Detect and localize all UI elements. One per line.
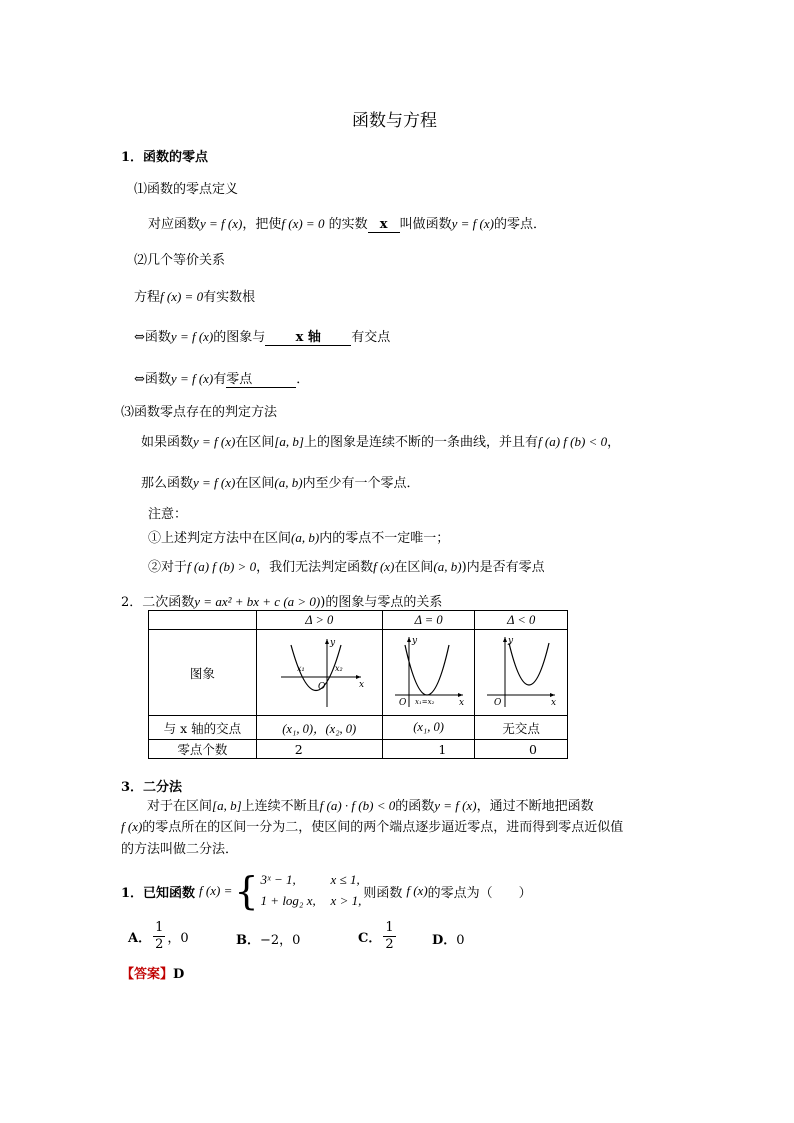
svg-text:O: O xyxy=(398,698,406,708)
intersection-no-root: 无交点 xyxy=(475,716,568,740)
header-delta-zero: Δ = 0 xyxy=(382,611,475,630)
judge-line-1: 如果函数y = f (x)在区间[a, b]上的图象是连续不断的一条曲线，并且有f (a) f (b) < 0， xyxy=(141,434,621,450)
bisection-line-1: 对于在区间[a, b]上连续不断且f (a) · f (b) < 0的函数y = f (x)，通过不断地把函数 xyxy=(147,798,594,814)
option-D[interactable]: D．0 xyxy=(432,933,465,948)
section1-heading: 1．函数的零点 xyxy=(121,150,209,165)
graph-no-root xyxy=(475,630,568,716)
option-B[interactable]: B．−2，0 xyxy=(236,933,301,948)
definition-line: 对应函数y = f (x)，把使f (x) = 0 的实数 x 叫做函数y = f (x)的零点． xyxy=(148,216,546,232)
row-label-graph: 图象 xyxy=(149,630,257,716)
svg-text:y: y xyxy=(330,638,336,648)
bisection-line-3: 的方法叫做二分法． xyxy=(121,842,239,857)
sub2-heading: ⑵几个等价关系 xyxy=(134,253,226,268)
section3-heading: 3．二分法 xyxy=(121,780,183,795)
svg-text:O: O xyxy=(494,698,502,708)
svg-text:O: O xyxy=(318,682,326,692)
note-1: ①上述判定方法中在区间(a, b)内的零点不一定唯一； xyxy=(148,530,450,546)
note-2: ②对于f (a) f (b) > 0，我们无法判定函数f (x)在区间(a, b))内是否有零点 xyxy=(148,559,545,575)
count-no-root: 0 xyxy=(475,740,568,759)
note-label: 注意： xyxy=(148,507,188,522)
graph-two-roots xyxy=(256,630,382,716)
sub1-heading: ⑴函数的零点定义 xyxy=(134,182,239,197)
answer-line: 【答案】D xyxy=(121,967,185,982)
sub3-heading: ⑶函数零点存在的判定方法 xyxy=(121,405,278,420)
piecewise-brace: { xyxy=(234,869,259,913)
row-label-zero-count: 零点个数 xyxy=(149,740,257,759)
judge-line-2: 那么函数y = f (x)在区间(a, b)内至少有一个零点． xyxy=(141,475,420,491)
svg-text:x: x xyxy=(359,680,365,690)
svg-text:x₁=x₂: x₁=x₂ xyxy=(414,698,434,706)
page-title: 函数与方程 xyxy=(352,111,437,131)
svg-text:x: x xyxy=(458,698,464,708)
option-A[interactable]: A． $\frac{1}{2}$ ，0 xyxy=(128,920,189,952)
svg-text:x₁: x₁ xyxy=(297,664,305,673)
header-delta-positive: Δ > 0 xyxy=(256,611,382,630)
option-C[interactable]: C． $\frac{1}{2}$ xyxy=(358,920,394,952)
header-delta-negative: Δ < 0 xyxy=(475,611,568,630)
equiv-line-1: 方程f (x) = 0有实数根 xyxy=(134,289,256,305)
count-two-roots: 2 xyxy=(256,740,382,759)
svg-text:x₂: x₂ xyxy=(335,664,343,673)
parabola-two-roots xyxy=(269,631,369,711)
question-1: 1．已知函数 f (x) = { 3ˣ − 1, x ≤ 1, 1 + log₂ x, x > 1, 则函数 f (x) 的零点为（ ） xyxy=(121,869,532,913)
svg-text:y: y xyxy=(411,636,417,646)
section2-heading: 2．二次函数y = ax² + bx + c (a > 0))的图象与零点的关系 xyxy=(121,594,443,610)
equiv-line-3: ⇔函数y = f (x)有零点 ． xyxy=(134,368,309,388)
parabola-no-root xyxy=(481,631,561,711)
row-label-x-intersection: 与 x 轴的交点 xyxy=(149,716,257,740)
svg-text:x: x xyxy=(551,698,557,708)
parabola-one-root xyxy=(389,631,469,711)
svg-text:y: y xyxy=(508,636,514,646)
bisection-line-2: f (x)的零点所在的区间一分为二，使区间的两个端点逐步逼近零点，进而得到零点近似值 xyxy=(121,819,624,835)
intersection-one-root: (x₁, 0) xyxy=(382,716,475,740)
intersection-two-roots: (x₁, 0)，(x₂, 0) xyxy=(256,716,382,740)
count-one-root: 1 xyxy=(382,740,475,759)
equiv-line-2: ⇔函数y = f (x)的图象与 x 轴 有交点 xyxy=(134,326,390,346)
graph-one-root xyxy=(382,630,475,716)
quadratic-relation-table xyxy=(148,610,568,759)
